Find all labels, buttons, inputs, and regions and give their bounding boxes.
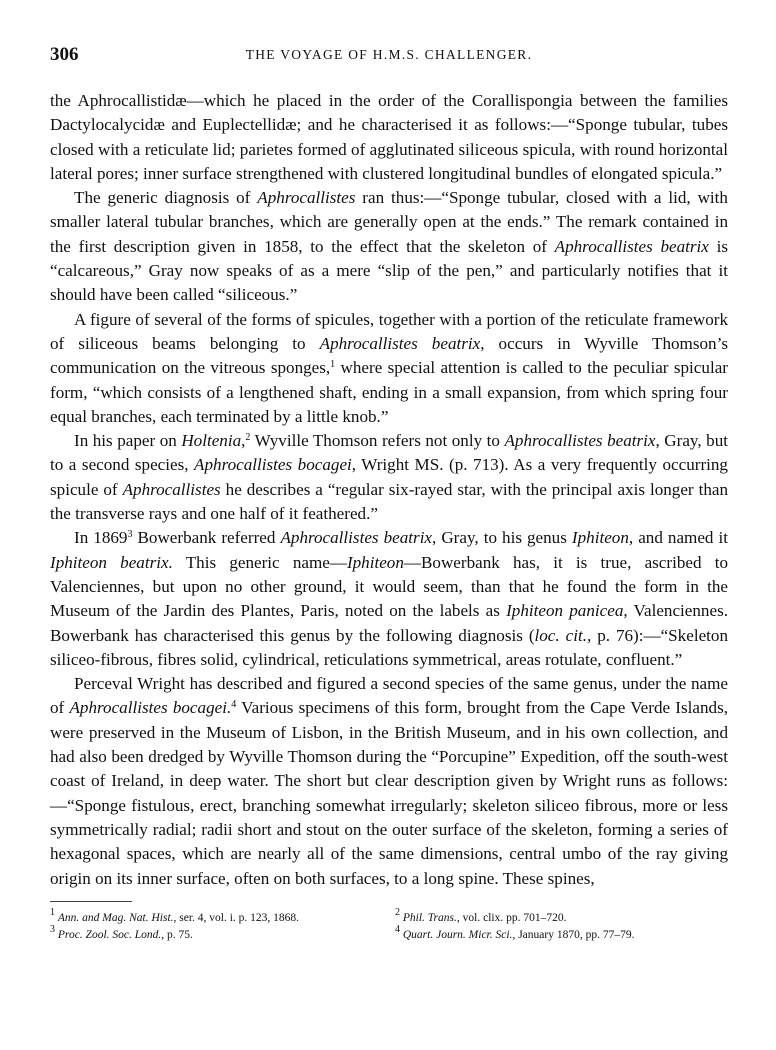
italic-text: Aphrocallistes <box>257 188 356 208</box>
italic-text: Aphrocallistes bocagei <box>194 455 352 475</box>
footnote <box>50 906 383 927</box>
italic-text: Iphiteon <box>571 528 629 548</box>
italic-text: Iphiteon <box>346 552 404 572</box>
page-number: 306 <box>50 44 79 65</box>
text-run: Perceval Wright has described and figured a second species of the same genus, under the name of <box>50 674 728 718</box>
italic-text: Aphrocallistes beatrix <box>554 236 709 256</box>
text-run: , vol. clix. pp. 701–720. <box>456 911 567 924</box>
italic-text: Aphrocallistes <box>122 479 221 499</box>
body-text <box>50 89 728 891</box>
italic-text: Quart. Journ. Micr. Sci. <box>402 928 513 941</box>
italic-text: Iphiteon panicea <box>506 601 624 621</box>
footnote <box>50 923 383 944</box>
italic-text: Ann. and Mag. Nat. Hist. <box>57 911 174 924</box>
paragraph <box>50 429 728 526</box>
footnote-rule <box>50 901 132 902</box>
text-run: he describes a “regular six-rayed star, with the principal axis longer than the transverse rays and one half of it feathered.” <box>50 479 728 524</box>
paragraph <box>50 308 728 429</box>
paragraph <box>50 526 728 672</box>
footnote-marker: 1 <box>50 906 55 918</box>
paragraph <box>50 672 728 891</box>
text-run: In his paper on <box>74 431 182 451</box>
text-run: , <box>241 431 246 451</box>
text-run: Wyville Thomson refers not only to <box>250 431 505 451</box>
text-run: , occurs in Wyville Thomson’s communication on the vitreous sponges, <box>50 333 728 378</box>
italic-text: Aphrocallistes beatrix <box>504 431 656 451</box>
text-run: Bowerbank referred <box>132 528 281 548</box>
text-run: is “calcareous,” Gray now speaks of as a mere “slip of the pen,” and particularly notifies that it should have been called “siliceous.” <box>50 236 728 305</box>
footnote-marker: 4 <box>231 699 237 711</box>
paragraph <box>50 186 728 307</box>
text-run: , Gray, but to a second species, <box>50 431 728 475</box>
text-run: This generic name— <box>172 552 347 572</box>
text-run: In 1869 <box>74 528 128 548</box>
text-run: , p. 75. <box>161 928 193 941</box>
italic-text: Proc. Zool. Soc. Lond. <box>57 928 162 941</box>
italic-text: Aphrocallistes beatrix <box>280 528 433 548</box>
footnote <box>395 923 728 944</box>
italic-text: Holtenia <box>181 431 242 451</box>
text-run: A figure of several of the forms of spicules, together with a portion of the reticulate framework of siliceous beams belonging to <box>50 309 728 353</box>
paragraph <box>50 89 728 186</box>
text-run: , p. 76):—“Skeleton siliceo-fibrous, fibres solid, cylindrical, reticulations symmetrical, areas rotulate, confluent.” <box>50 625 728 669</box>
footnote-marker: 2 <box>245 432 251 444</box>
footnotes <box>50 906 728 944</box>
text-run: —Bowerbank has, it is true, ascribed to Valenciennes, but upon no other ground, it would seem, than that he found the form in the Museum of the Jardin des Plantes, Paris, noted on the labels as <box>50 552 729 621</box>
footnote <box>395 906 728 927</box>
italic-text: Aphrocallistes beatrix <box>319 333 481 353</box>
text-run: The generic diagnosis of <box>74 188 258 208</box>
text-run: ran thus:—“Sponge tubular, closed with a lid, with smaller lateral tubular branches, which are generally open at the ends.” The remark contained in the first description given in 1858, to the effect that the skeleton of <box>50 188 728 256</box>
footnote-marker: 4 <box>395 923 400 935</box>
footnote-marker: 1 <box>330 359 336 371</box>
text-run: where special attention is called to the peculiar spicular form, “which consists of a lengthened shaft, ending in a small expansion, from which spring four equal branches, each terminated by a little knob.” <box>50 358 728 426</box>
italic-text: loc. cit. <box>534 625 587 645</box>
text-run: , and named it <box>628 528 728 548</box>
footnote-marker: 2 <box>395 906 400 918</box>
page-header <box>50 44 728 72</box>
footnote-marker: 3 <box>127 529 133 541</box>
running-title: THE VOYAGE OF H.M.S. CHALLENGER. <box>245 47 533 62</box>
text-run: , January 1870, pp. 77–79. <box>512 928 635 941</box>
italic-text: Iphiteon beatrix. <box>50 552 173 572</box>
text-run: , Gray, to his genus <box>432 528 572 548</box>
page <box>50 44 728 944</box>
italic-text: Phil. Trans. <box>402 911 457 924</box>
italic-text: Aphrocallistes bocagei. <box>69 698 232 718</box>
text-run: Various specimens of this form, brought from the Cape Verde Islands, were preserved in the Museum of Lisbon, in the British Museum, and in his own collection, and had also been dredged by Wyville Thomson during the “Porcupine” Expedition, off the south-west coast of Ireland, in deep water. The short but clear description given by Wright runs as follows:—“Sponge fistulous, erect, branching somewhat irregularly; skeleton siliceo fibrous, more or less symmetrically radial; radii short and stout on the outer surface of the skeleton, forming a series of hexagonal spaces, which are nearly all of the same dimensions, central umbo of the ray giving origin on its inner surface, often on both surfaces, to a long spine. These spines, <box>50 698 729 888</box>
text-run: the Aphrocallistidæ—which he placed in the order of the Corallispongia between the families Dactylocalycidæ and Euplectellidæ; and he characterised it as follows:—“Sponge tubular, tubes closed with a reticulate lid; parietes formed of agglutinated siliceous spicula, with round horizontal lateral pores; inner surface strengthened with clustered longitudinal bundles of elongated spicula.” <box>50 91 728 183</box>
text-run: , Wright MS. (p. 713). As a very frequently occurring spicule of <box>50 455 728 499</box>
text-run: , Valenciennes. Bowerbank has characterised this genus by the following diagnosis ( <box>50 601 728 645</box>
text-run: , ser. 4, vol. i. p. 123, 1868. <box>173 911 300 924</box>
footnote-marker: 3 <box>50 923 55 935</box>
